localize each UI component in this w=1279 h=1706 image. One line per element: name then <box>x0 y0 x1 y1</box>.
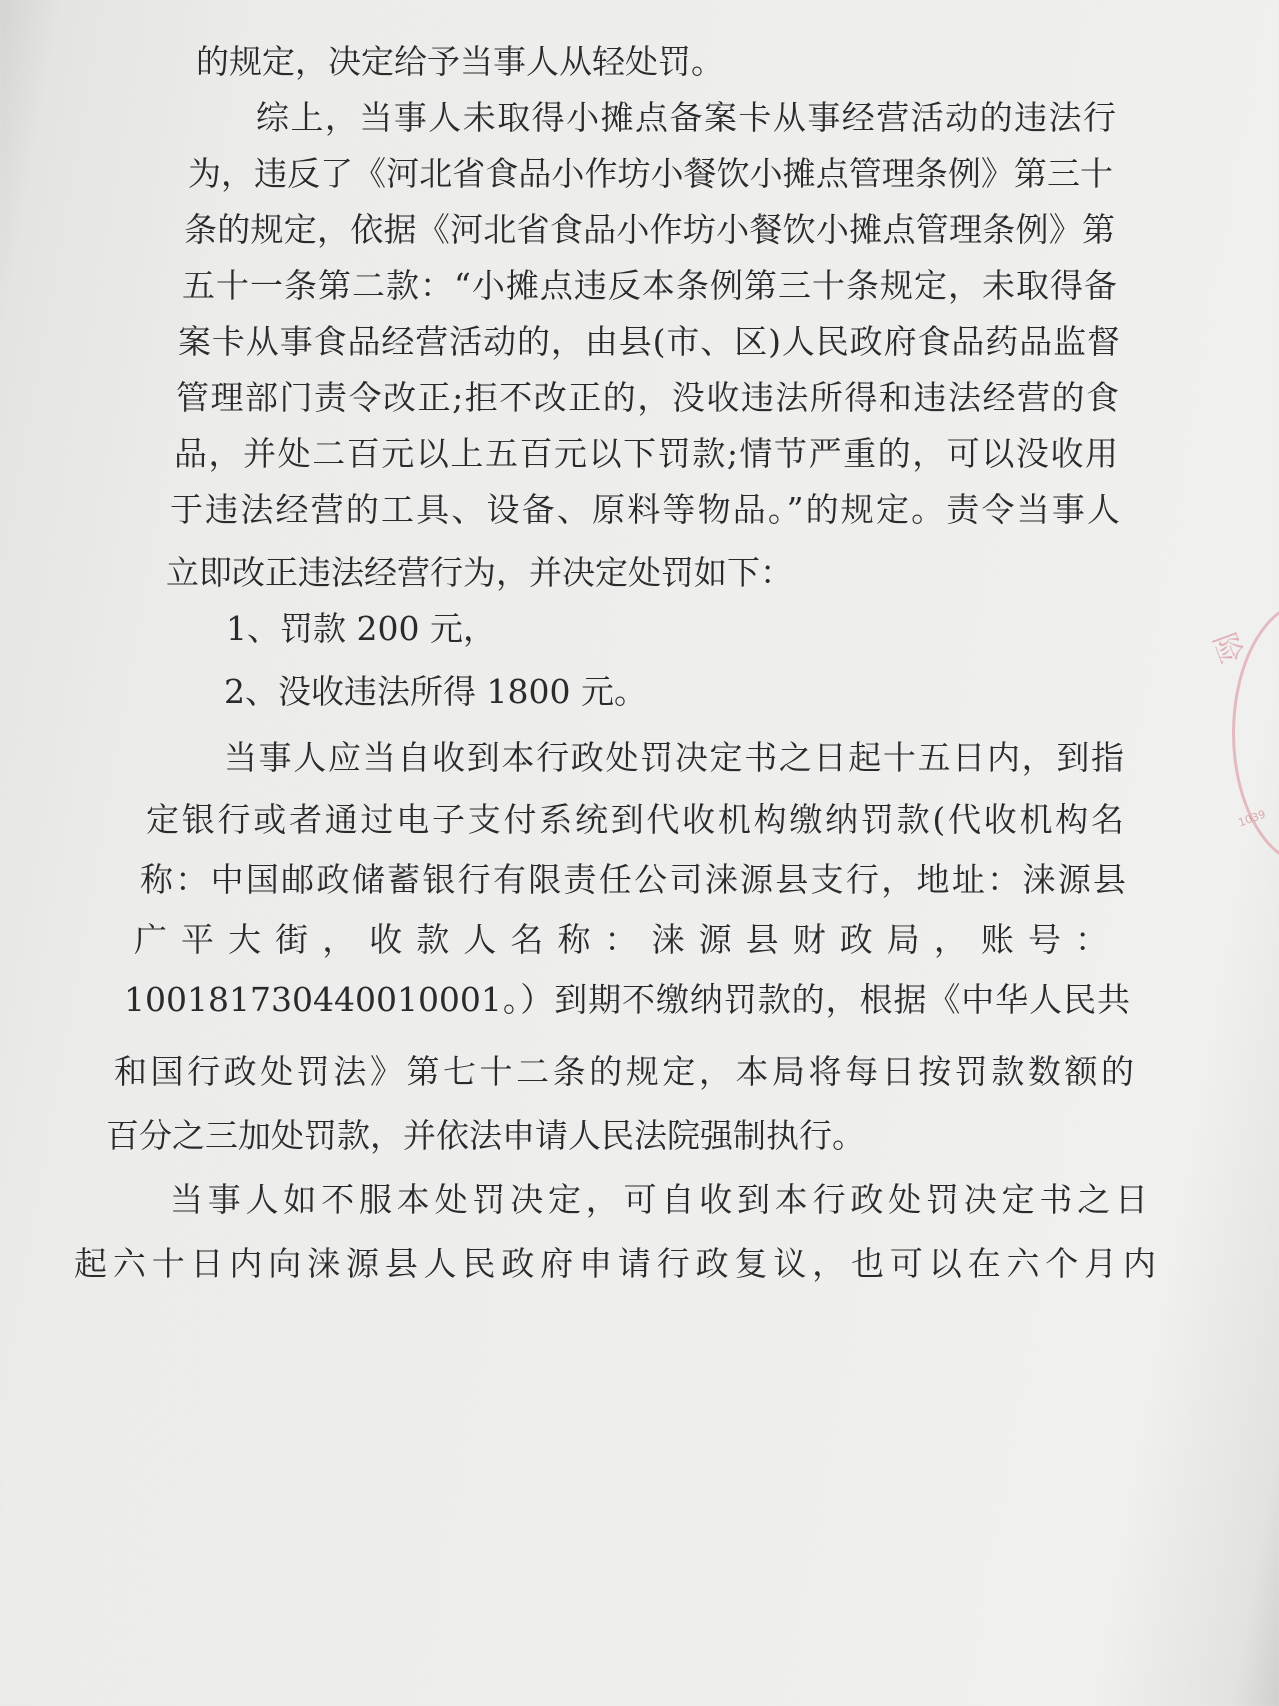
text-line-1: 的规定，决定给予当事人从轻处罚。 <box>196 42 724 81</box>
text-line-3: 为，违反了《河北省食品小作坊小餐饮小摊点管理条例》第三十 <box>188 154 1113 193</box>
text-line-19: 百分之三加处罚款，并依法申请人民法院强制执行。 <box>106 1116 865 1155</box>
seal-glyph: 险 <box>1205 628 1249 669</box>
seal-serial: 1039 <box>1236 807 1268 830</box>
text-line-6: 案卡从事食品经营活动的，由县(市、区)人民政府食品药品监督 <box>178 322 1120 361</box>
fine-item-2: 2、没收违法所得 1800 元。 <box>224 672 647 711</box>
text-line-9: 于违法经营的工具、设备、原料等物品。”的规定。责令当事人 <box>170 490 1120 529</box>
text-line-16: 广平大街，收款人名称：涞源县财政局，账号： <box>134 920 1108 959</box>
text-line-13: 当事人应当自收到本行政处罚决定书之日起十五日内，到指 <box>224 738 1124 777</box>
text-line-14: 定银行或者通过电子支付系统到代收机构缴纳罚款(代收机构名 <box>146 800 1124 839</box>
text-line-21: 起六十日内向涞源县人民政府申请行政复议，也可以在六个月内 <box>74 1244 1156 1283</box>
text-line-20: 当事人如不服本处罚决定，可自收到本行政处罚决定书之日 <box>170 1180 1148 1219</box>
text-line-15: 称：中国邮政储蓄银行有限责任公司涞源县支行，地址：涞源县 <box>140 860 1126 899</box>
text-line-18: 和国行政处罚法》第七十二条的规定，本局将每日按罚款数额的 <box>114 1052 1134 1091</box>
text-line-10: 立即改正违法经营行为，并决定处罚如下： <box>166 553 793 592</box>
text-line-7: 管理部门责令改正;拒不改正的，没收违法所得和违法经营的食 <box>176 378 1119 417</box>
fine-item-1: 1、罚款 200 元， <box>226 609 496 648</box>
text-line-2: 综上，当事人未取得小摊点备案卡从事经营活动的违法行 <box>256 98 1116 137</box>
text-line-17: 100181730440010001。）到期不缴纳罚款的，根据《中华人民共 <box>124 980 1130 1019</box>
text-line-4: 条的规定，依据《河北省食品小作坊小餐饮小摊点管理条例》第 <box>184 210 1115 249</box>
text-line-5: 五十一条第二款：“小摊点违反本条例第三十条规定，未取得备 <box>182 266 1117 305</box>
text-line-8: 品，并处二百元以上五百元以下罚款;情节严重的，可以没收用 <box>174 434 1118 473</box>
